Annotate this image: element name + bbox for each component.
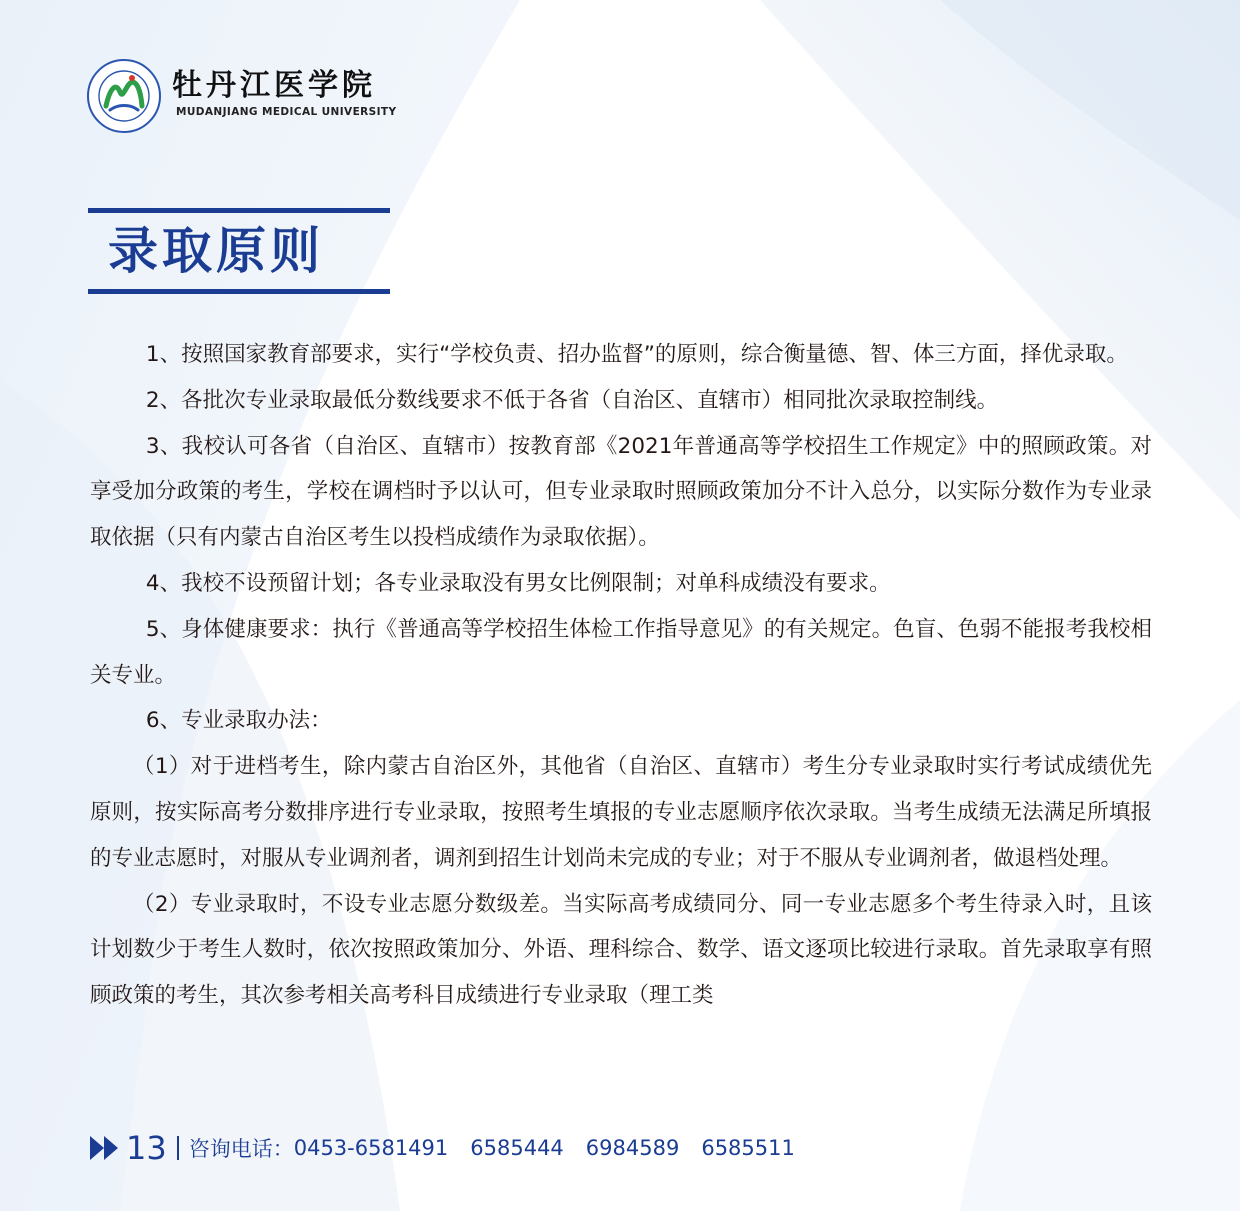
phone-number: 6984589 [585,1136,680,1160]
paragraph-6: 6、专业录取办法： [145,708,332,734]
section-heading [88,208,390,294]
paragraph-3: 3、我校认可各省（自治区、直辖市）按教育部《2021年普通高等学校招生工作规定》中的照顾政策。对享受加分政策的考生，学校在调档时予以认可，但专业录取时照顾政策加分不计入总分，以实际分数作为专业录取依据（只有内蒙古自治区考生以投档成绩作为录取依据）。 [90,433,1152,551]
admission-principles-text [90,332,1152,1019]
contact-label: 咨询电话： [188,1137,294,1161]
footer-separator [177,1136,179,1160]
title-rule-bottom [88,289,390,294]
phone-number: 6585444 [470,1136,564,1160]
page-number: 13 [126,1129,167,1167]
phone-number: 6585511 [701,1136,795,1160]
university-seal-icon [86,58,162,134]
phone-number: 0453-6581491 [293,1136,449,1160]
double-arrow-right-icon [90,1134,122,1162]
section-title: 录取原则 [108,221,324,280]
page-footer [90,1128,817,1168]
logo-name-en: MUDANJIANG MEDICAL UNIVERSITY [176,106,397,118]
title-rule-top [88,208,390,213]
paragraph-1: 1、按照国家教育部要求，实行“学校负责、招办监督”的原则，综合衡量德、智、体三方面，择优录取。 [145,342,1128,367]
paragraph-2: 2、各批次专业录取最低分数线要求不低于各省（自治区、直辖市）相同批次录取控制线。 [145,387,999,413]
logo-name-cn: 牡丹江医学院 [172,68,376,103]
paragraph-4: 4、我校不设预留计划；各专业录取没有男女比例限制；对单科成绩没有要求。 [145,570,891,596]
page-header [86,58,397,148]
sub-paragraph-1: （1）对于进档考生，除内蒙古自治区外，其他省（自治区、直辖市）考生分专业录取时实行考试成绩优先原则，按实际高考分数排序进行专业录取，按照考生填报的专业志愿顺序依次录取。当考生成绩无法满足所填报的专业志愿时，对服从专业调剂者，调剂到招生计划尚未完成的专业；对于不服从专业调剂者，做退档处理。 [90,754,1152,871]
paragraph-5: 5、身体健康要求：执行《普通高等学校招生体检工作指导意见》的有关规定。色盲、色弱不能报考我校相关专业。 [90,616,1152,688]
sub-paragraph-2: （2）专业录取时，不设专业志愿分数级差。当实际高考成绩同分、同一专业志愿多个考生待录入时，且该计划数少于考生人数时，依次按照政策加分、外语、理科综合、数学、语文逐项比较进行录取。首先录取享有照顾政策的考生，其次参考相关高考科目成绩进行专业录取（理工类 [90,891,1152,1009]
